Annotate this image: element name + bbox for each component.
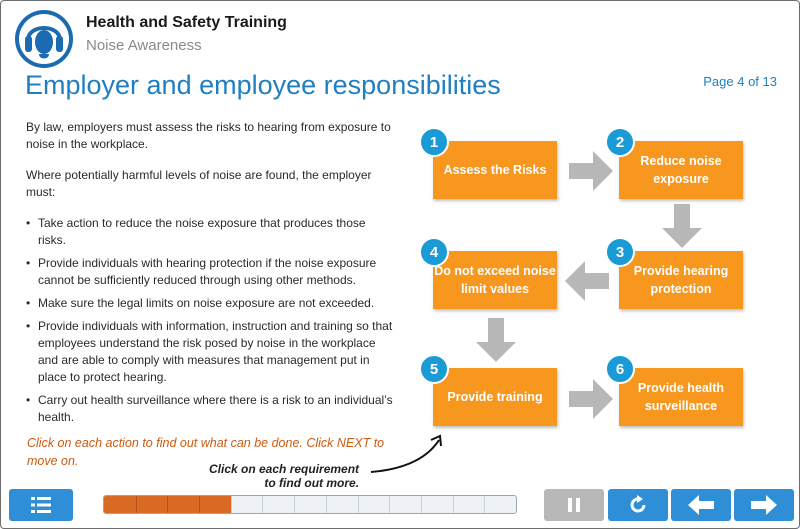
next-button[interactable]	[734, 489, 794, 521]
progress-segment-divider	[136, 496, 137, 513]
page-number: Page 4 of 13	[703, 74, 777, 89]
step-label: Provide health surveillance	[637, 381, 725, 413]
progress-segment-divider	[326, 496, 327, 513]
instruction-text: Click on each action to find out what can be done. Click NEXT to move on.	[27, 436, 385, 468]
course-subtitle: Noise Awareness	[86, 37, 202, 54]
progress-bar	[103, 495, 517, 514]
pause-icon	[564, 495, 584, 515]
replay-button[interactable]	[608, 489, 668, 521]
menu-list-icon	[9, 489, 73, 521]
step-health-surveillance[interactable]	[619, 368, 743, 426]
step-number-badge: 4	[419, 237, 449, 267]
replay-icon	[627, 494, 649, 516]
intro-paragraph: By law, employers must assess the risks to hearing from exposure to noise in the workplace.	[26, 120, 391, 151]
step-noise-limits[interactable]	[433, 251, 557, 309]
progress-segment-divider	[167, 496, 168, 513]
progress-segment-divider	[453, 496, 454, 513]
step-number-badge: 6	[605, 354, 635, 384]
hint-line: Click on each requirement	[209, 462, 360, 476]
step-provide-training[interactable]	[433, 368, 557, 426]
step-label: Do not exceed noise limit values	[434, 264, 556, 296]
progress-segment-divider	[231, 496, 232, 513]
progress-segment-divider	[484, 496, 485, 513]
arrow-right-icon	[569, 379, 613, 419]
hint-line: to find out more.	[264, 476, 360, 490]
step-number-badge: 2	[605, 127, 635, 157]
step-reduce-exposure[interactable]	[619, 141, 743, 199]
step-label: Provide hearing protection	[633, 264, 729, 296]
step-label: Reduce noise exposure	[640, 154, 722, 186]
step-number-badge: 1	[419, 127, 449, 157]
arrow-right-icon	[569, 151, 613, 191]
duties-list	[26, 215, 394, 426]
body-text	[26, 119, 394, 432]
page-title: Employer and employee responsibilities	[25, 70, 501, 100]
back-button[interactable]	[671, 489, 731, 521]
step-label: Provide training	[447, 390, 543, 404]
list-item: • Provide individuals with hearing protection if the noise exposure cannot be sufficiently reduced through using other methods.	[26, 255, 394, 289]
step-number-badge: 3	[605, 237, 635, 267]
list-item: • Take action to reduce the noise exposure that produces those risks.	[26, 215, 394, 249]
step-assess-risks[interactable]	[433, 141, 557, 199]
progress-segment-divider	[358, 496, 359, 513]
list-item: • Provide individuals with information, instruction and training so that employees understand the risk posed by noise in the workplace and are able to comply with measures that management put in place to protect hearing.	[26, 318, 394, 386]
progress-segment-divider	[421, 496, 422, 513]
progress-segment-divider	[262, 496, 263, 513]
employer-must-paragraph: Where potentially harmful levels of noise are found, the employer must:	[26, 168, 372, 199]
arrow-down-icon	[662, 204, 702, 248]
arrow-down-icon	[476, 318, 516, 362]
step-number-badge: 5	[419, 354, 449, 384]
list-item: • Carry out health surveillance where there is a risk to an individual’s health.	[26, 392, 394, 426]
progress-segment-divider	[294, 496, 295, 513]
arrow-right-icon	[751, 495, 777, 515]
curved-arrow-icon	[367, 426, 447, 476]
pause-button[interactable]	[544, 489, 604, 521]
hint-text	[209, 462, 359, 490]
ear-defenders-icon	[15, 10, 73, 68]
progress-segment-divider	[389, 496, 390, 513]
arrow-left-icon	[688, 495, 714, 515]
step-label: Assess the Risks	[443, 163, 547, 177]
menu-button[interactable]	[9, 489, 73, 521]
progress-segment-divider	[199, 496, 200, 513]
list-item: • Make sure the legal limits on noise exposure are not exceeded.	[26, 295, 394, 312]
step-hearing-protection[interactable]	[619, 251, 743, 309]
course-title: Health and Safety Training	[86, 14, 287, 31]
arrow-left-icon	[565, 261, 609, 301]
